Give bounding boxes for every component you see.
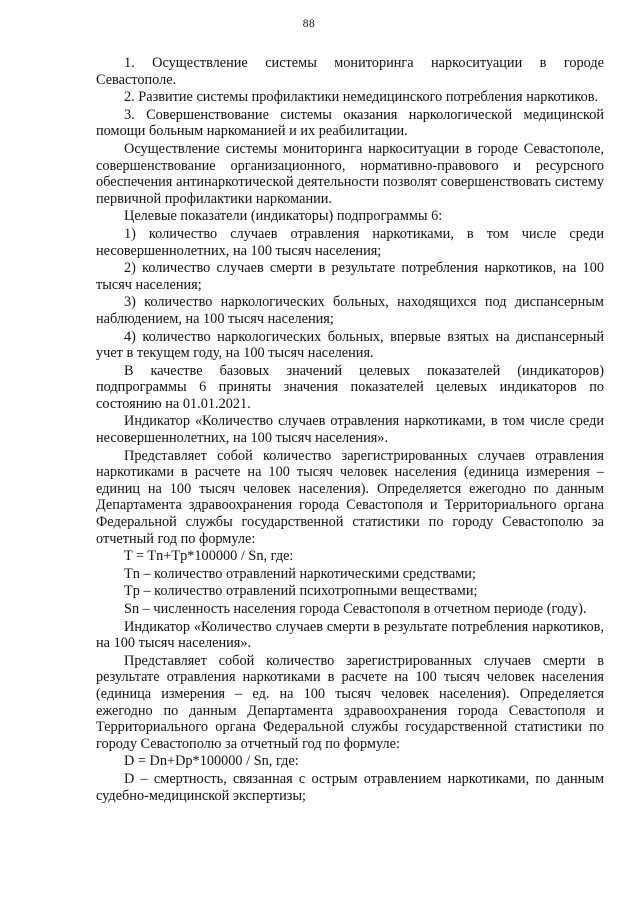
paragraph-d-definition: D – смертность, связанная с острым отравлением наркотиками, по данным судебно-медицинской экспертизы; [96, 770, 604, 804]
paragraph-monitoring: Осуществление системы мониторинга наркоситуации в городе Севастополе, совершенствование организационного, нормативно-правового и ресурсного обеспечения антинаркотической деятельности позволят совершенствовать систему первичной профилактики наркомании. [96, 140, 604, 207]
paragraph-targets-heading: Целевые показатели (индикаторы) подпрограммы 6: [124, 208, 443, 225]
paragraph-tp-definition: Tp – количество отравлений психотропными веществами; [124, 583, 478, 600]
paragraph-indicator-poisoning-title: Индикатор «Количество случаев отравления наркотиками, в том числе среди несовершеннолетних, на 100 тысяч населения». [96, 413, 604, 447]
paragraph-indicator-death-title: Индикатор «Количество случаев смерти в результате потребления наркотиков, на 100 тысяч населения». [96, 618, 604, 652]
page-number: 88 [302, 18, 316, 30]
paragraph-task-3: 3. Совершенствование системы оказания наркологической медицинской помощи больным наркоманией и их реабилитации. [96, 106, 604, 140]
formula-death: D = Dn+Dp*100000 / Sn, где: [124, 753, 299, 770]
paragraph-poisoning-description: Представляет собой количество зарегистрированных случаев отравления наркотиками в расчете на 100 тысяч человек населения (единица измерения – единиц на 100 тысяч человек населения). Определяется ежегодно по данным Департамента здравоохранения города Севастополя и Территориального органа Федеральной службы государственной статистики по городу Севастополю за отчетный год по формуле: [96, 447, 604, 547]
paragraph-sn-definition: Sn – численность населения города Севастополя в отчетном периоде (году). [124, 601, 587, 617]
formula-poisoning: T = Tn+Tp*100000 / Sn, где: [124, 548, 294, 565]
body-text [96, 55, 604, 805]
paragraph-task-1: 1. Осуществление системы мониторинга наркоситуации в городе Севастополе. [96, 55, 604, 88]
paragraph-indicator-4: 4) количество наркологических больных, впервые взятых на диспансерный учет в текущем году, на 100 тысяч населения. [96, 328, 604, 362]
paragraph-tn-definition: Tn – количество отравлений наркотическими средствами; [124, 565, 476, 582]
paragraph-base-values: В качестве базовых значений целевых показателей (индикаторов) подпрограммы 6 приняты значения показателей целевых индикаторов по состоянию на 01.01.2021. [96, 362, 604, 412]
paragraph-indicator-3: 3) количество наркологических больных, находящихся под диспансерным наблюдением, на 100 тысяч населения; [96, 294, 604, 327]
paragraph-death-description: Представляет собой количество зарегистрированных случаев смерти в результате отравления наркотиками в расчете на 100 тысяч человек населения (единица измерения – ед. на 100 тысяч человек населения). Определяется ежегодно по данным Департамента здравоохранения города Севастополя и Территориального органа Федеральной службы государственной статистики по городу Севастополю за отчетный год по формуле: [96, 652, 604, 752]
paragraph-task-2: 2. Развитие системы профилактики немедицинского потребления наркотиков. [124, 89, 599, 106]
paragraph-indicator-2: 2) количество случаев смерти в результате потребления наркотиков, на 100 тысяч населения; [96, 260, 604, 293]
paragraph-indicator-1: 1) количество случаев отравления наркотиками, в том числе среди несовершеннолетних, на 100 тысяч населения; [96, 225, 604, 259]
